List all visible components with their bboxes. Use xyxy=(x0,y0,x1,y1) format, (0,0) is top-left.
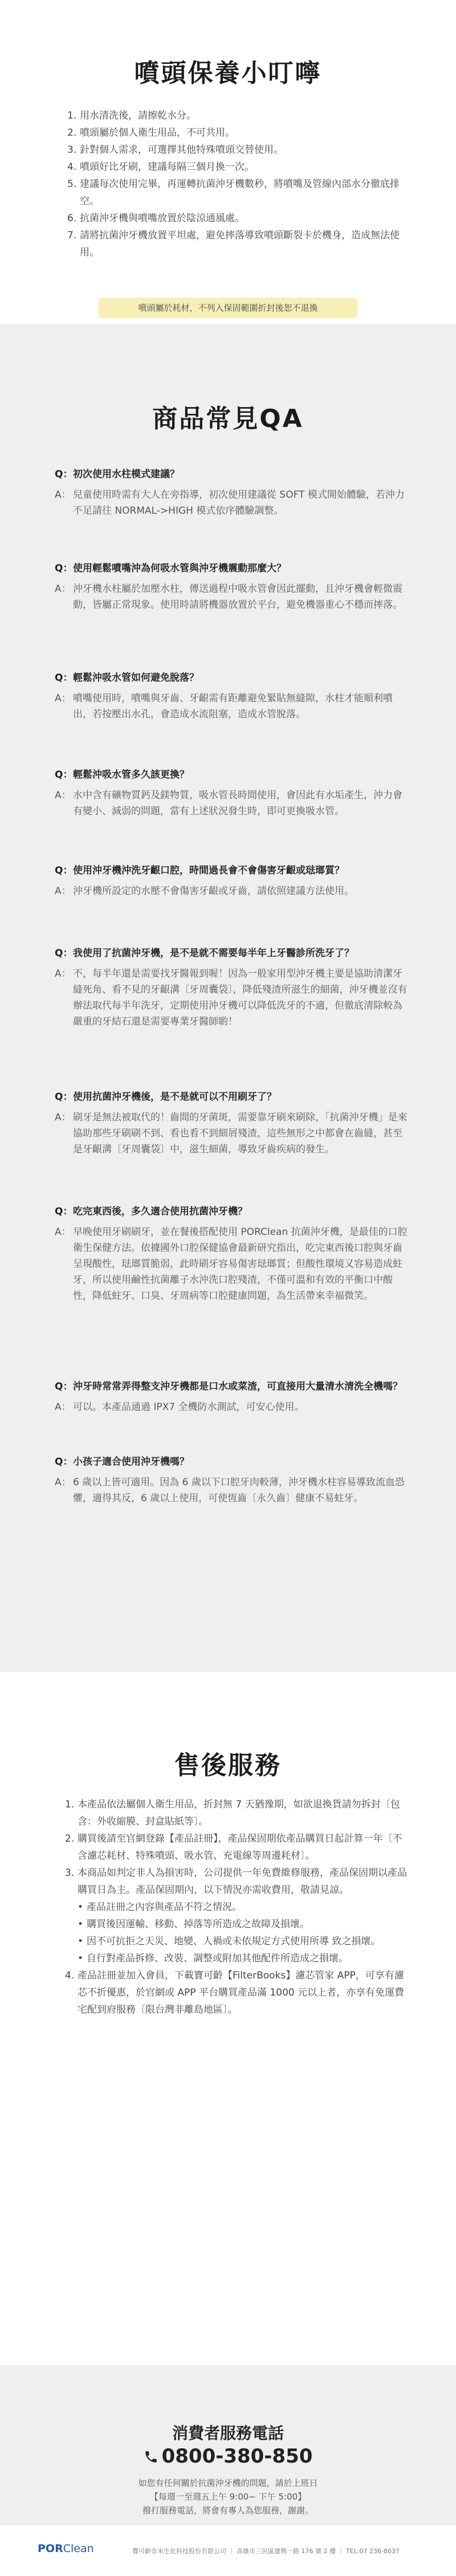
list-item: 3. 本商品如判定非人為損害時，公司提供一年免費維修服務，產品保固期以產品購買日為主。產品保固期內，以下情況亦需收費用，敬請見諒。 xyxy=(65,1867,407,1896)
question: Q： 初次使用水柱模式建議？ xyxy=(55,469,180,480)
list-item: 6. 抗菌沖牙機與噴嘴放置於陰涼通風處。 xyxy=(67,213,245,224)
footer xyxy=(0,2525,456,2576)
section-divider xyxy=(0,324,456,358)
answer: A： 不，每半年還是需要找牙醫報到喔！因為一般家用型沖牙機主要是協助清潔牙縫死角、看不見的牙齦溝〔牙周囊袋〕，降低殘渣所滋生的細菌，沖牙機並沒有辦法取代每半年洗牙，定期使用沖牙機可以降低洗牙的不適，但徹底清除較為嚴重的牙結石還是需要專業牙醫師喲！ xyxy=(55,968,408,1027)
phone-icon xyxy=(144,2449,158,2464)
list-item: 3. 針對個人需求，可選擇其他特殊噴頭交替使用。 xyxy=(67,144,283,156)
answer: A： 沖牙機所設定的水壓不會傷害牙齦或牙齒，請依照建議方法使用。 xyxy=(55,885,354,897)
care-title: 噴頭保養小叮嚀 xyxy=(134,59,322,88)
question: Q： 輕鬆沖吸水管如何避免脫落？ xyxy=(55,672,199,684)
qa-item xyxy=(55,670,408,722)
qa-item xyxy=(55,1204,408,1304)
answer: A： 刷牙是無法被取代的！齒間的牙菌斑，需要靠牙刷來刷除，「抗菌沖牙機」是來協助那些牙刷刷不到、看也看不到細屑殘渣，這些無形之中都會在齒縫，甚至是牙齦溝〔牙周囊袋〕中，滋生細菌，導致牙齒疾病的發生。 xyxy=(55,1112,408,1155)
qa-item xyxy=(55,1454,408,1506)
qa-section xyxy=(0,358,456,1672)
list-item: 1. 本產品依法屬個人衛生用品，折封無 7 天猶豫期，如欲退換貨請勿拆封〔包含：外收縮膜、封盒貼紙等〕。 xyxy=(65,1799,400,1827)
care-list xyxy=(67,107,409,261)
contact-line: 如您有任何關於抗菌沖牙機的問題，請於上班日 xyxy=(138,2478,318,2488)
phone-number: 0800-380-850 xyxy=(161,2445,313,2468)
company-info: 寶可齡奈米生化科技股份有限公司 ｜ 高雄市三民區建興一路 176 號 2 樓 ｜ TEL:07 236-8037 xyxy=(132,2547,400,2555)
list-sub-item: • 因不可抗拒之天災、地變、人禍或未依規定方式使用所導 致之損壞。 xyxy=(78,1936,381,1947)
list-item: 5. 建議每次使用完畢，再運轉抗菌沖牙機數秒，將噴嘴及管線內部水分徹底排空。 xyxy=(67,178,400,207)
answer: A： 早晚使用牙刷刷牙，並在餐後搭配使用 PORClean 抗菌沖牙機，是最佳的口腔衛生保健方法。依據國外口腔保健協會最新研究指出，吃完東西後口腔與牙齒呈現酸性，琺瑯質脆弱，此時刷牙容易傷害琺瑯質；但酸性環境又容易造成蛀牙，所以使用鹼性抗菌離子水沖洗口腔殘渣，不僅可溫和有效的平衡口中酸性，降低蛀牙、口臭、牙周病等口腔健康問題，為生活帶來幸福微笑。 xyxy=(55,1226,408,1302)
qa-item xyxy=(55,560,408,613)
answer: A： 水中含有礦物質鈣及鎂物質，吸水管長時間使用，會因此有水垢產生，沖力會有變小、減弱的問題，當有上述狀況發生時，即可更換吸水管。 xyxy=(55,790,402,817)
contact-section xyxy=(0,2365,456,2525)
answer: A： 兒童使用時需有大人在旁指導，初次使用建議從 SOFT 模式開始體驗，若沖力不足請往 NORMAL->HIGH 模式依序體驗調整。 xyxy=(55,489,405,517)
contact-hours: 【每週一至週五上午 9:00~ 下午 5:00】 xyxy=(149,2492,307,2502)
answer: A： 可以。本產品通過 IPX7 全機防水測試，可安心使用。 xyxy=(55,1401,304,1413)
question: Q： 沖牙時常常弄得整支沖牙機都是口水或菜渣，可直接用大量清水清洗全機嗎？ xyxy=(55,1381,402,1392)
qa-item xyxy=(55,945,408,1030)
qa-item xyxy=(55,466,408,519)
answer: A： 噴嘴使用時，噴嘴與牙齒、牙齦需有距離避免緊貼無縫隙，水柱才能順利噴出，若按壓出水孔，會造成水流阻塞，造成水管脫落。 xyxy=(55,693,393,720)
list-item: 4. 噴頭好比牙刷，建議每隔三個月換一次。 xyxy=(67,161,254,173)
qa-item xyxy=(55,1089,408,1157)
list-item: 7. 請將抗菌沖牙機放置平坦處，避免摔落導致噴頭斷裂卡於機身，造成無法使用。 xyxy=(67,230,400,258)
service-list xyxy=(65,1796,407,2018)
qa-title: 商品常見QA xyxy=(152,404,304,433)
list-item: 4. 產品註冊並加入會員，下載寶可齡【FilterBooks】濾芯管家 APP，可享有濾芯不折優惠，於官網或 APP 平台購買產品滿 1000 元以上者，亦享有免運費宅配到府服務〔限台灣非離島地區〕。 xyxy=(65,1970,405,2016)
question: Q： 吃完東西後，多久適合使用抗菌沖牙機？ xyxy=(55,1206,247,1217)
question: Q： 使用抗菌沖牙機後，是不是就可以不用刷牙了？ xyxy=(55,1091,276,1103)
phone-number-row[interactable] xyxy=(0,2445,456,2468)
contact-title: 消費者服務電話 xyxy=(172,2424,284,2443)
service-title: 售後服務 xyxy=(174,1751,282,1780)
list-sub-item: • 購買後因運輸、移動、掉落等所造成之故障及損壞。 xyxy=(78,1919,310,1930)
answer: A： 6 歲以上皆可適用。因為 6 歲以下口腔牙肉較薄，沖牙機水柱容易導致流血恐懼，適得其反，6 歲以上使用，可使恆齒〔永久齒〕健康不易蛀牙。 xyxy=(55,1477,405,1504)
list-sub-item: • 產品註冊之內容與產品不符之情況。 xyxy=(78,1901,242,1913)
list-item: 1. 用水清洗後，請擦乾水分。 xyxy=(67,110,196,121)
qa-item xyxy=(55,1379,408,1415)
question: Q： 使用輕鬆噴嘴沖為何吸水管與沖牙機震動那麼大？ xyxy=(55,563,286,574)
care-section xyxy=(0,0,456,324)
question: Q： 使用沖牙機沖洗牙齦口腔，時間過長會不會傷害牙齦或琺瑯質？ xyxy=(55,865,344,876)
question: Q： 我使用了抗菌沖牙機，是不是就不需要每半年上牙醫診所洗牙了？ xyxy=(55,948,354,959)
list-sub-item: • 自行對產品拆修、改裝、調整或附加其他配件所造成之損壞。 xyxy=(78,1953,348,1964)
answer: A： 沖牙機水柱屬於加壓水柱，傳送過程中吸水管會因此擺動，且沖牙機會輕微震動，皆屬正常現象。使用時請將機器放置於平台，避免機器重心不穩而摔落。 xyxy=(55,583,402,611)
question: Q： 小孩子適合使用沖牙機嗎？ xyxy=(55,1456,189,1468)
brand-logo: PORClean xyxy=(38,2542,94,2555)
qa-item xyxy=(55,863,408,899)
list-item: 2. 噴頭屬於個人衛生用品，不可共用。 xyxy=(67,127,235,139)
care-note: 噴頭屬於耗材，不列入保固範圍折封後恕不退換 xyxy=(99,298,357,318)
qa-item xyxy=(55,767,408,819)
service-section xyxy=(0,1672,456,2365)
contact-line: 撥打服務電話，將會有專人為您服務，謝謝。 xyxy=(142,2505,314,2516)
question: Q： 輕鬆沖吸水管多久該更換？ xyxy=(55,769,189,781)
list-item: 2. 購買後請至官網登錄【產品註冊】，產品保固期依產品購買日起計算一年〔不含濾芯耗材、特殊噴頭、吸水管、充電線等周邊耗材〕。 xyxy=(65,1833,402,1862)
